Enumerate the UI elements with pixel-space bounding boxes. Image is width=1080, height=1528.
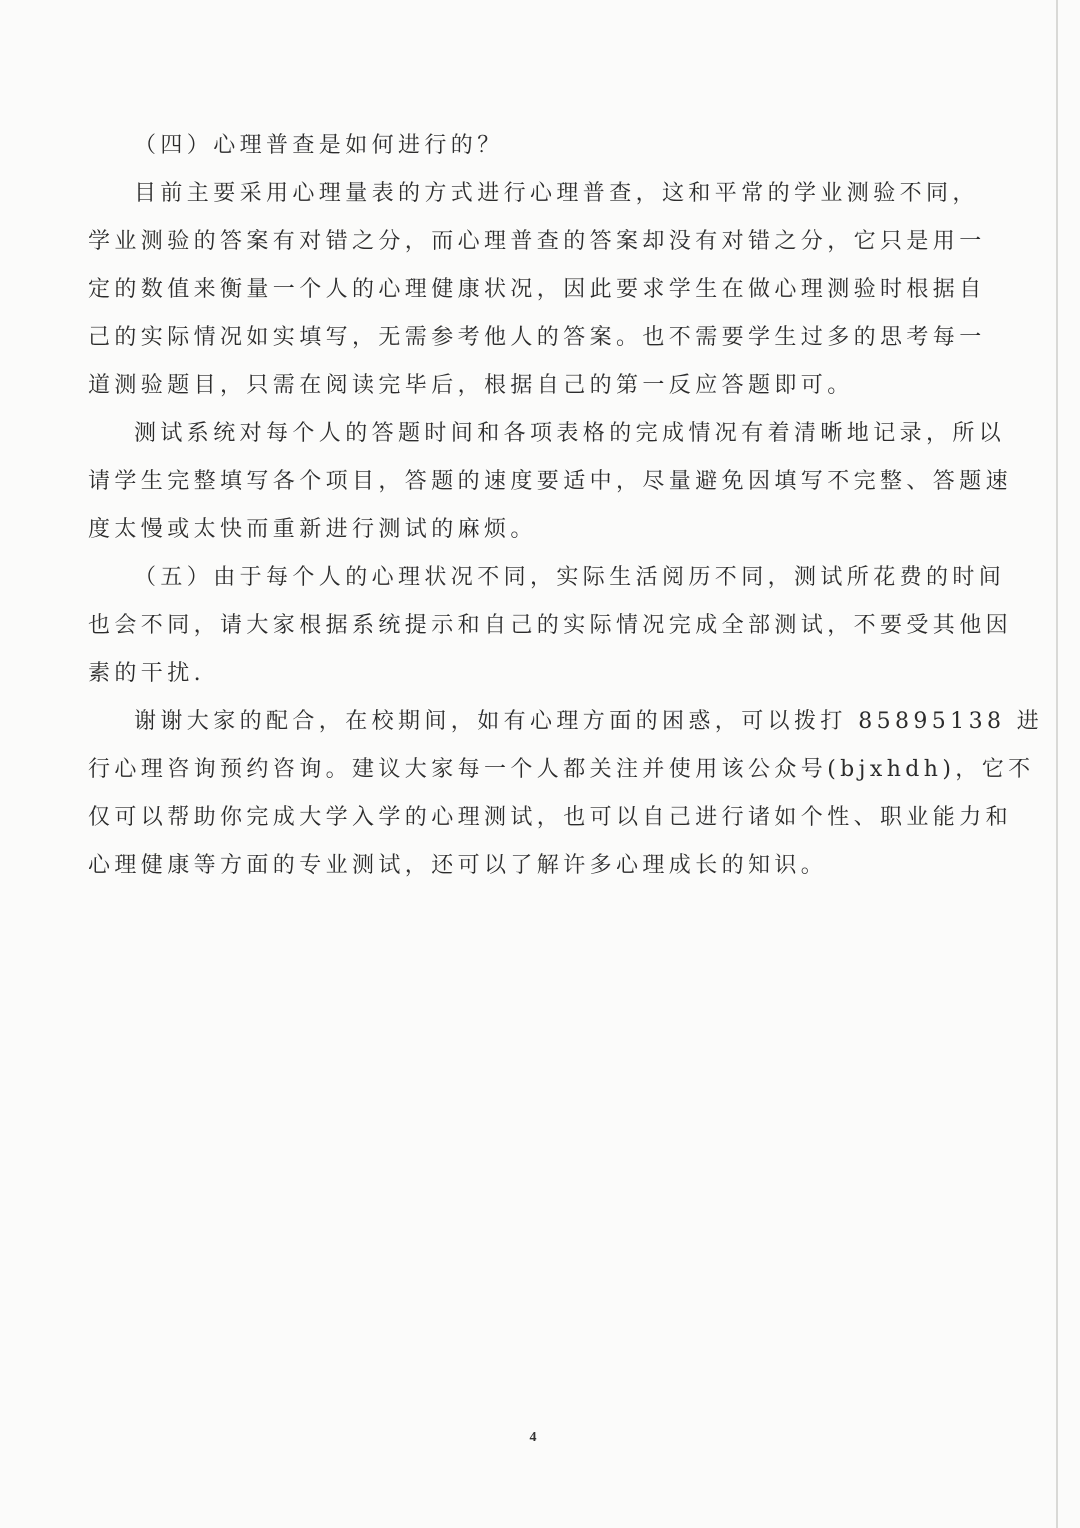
page-number: 4: [529, 1430, 537, 1445]
paragraph-1-line: 学业测验的答案有对错之分，而心理普查的答案却没有对错之分，它只是用一: [88, 229, 986, 254]
section-4-heading: （四）心理普查是如何进行的？: [134, 133, 504, 158]
closing-line: 仅可以帮助你完成大学入学的心理测试，也可以自己进行诸如个性、职业能力和: [88, 805, 1013, 830]
section-5-line: （五）由于每个人的心理状况不同，实际生活阅历不同，测试所花费的时间: [134, 565, 1006, 590]
paragraph-2-line: 度太慢或太快而重新进行测试的麻烦。: [88, 517, 537, 542]
paragraph-1-line: 定的数值来衡量一个人的心理健康状况，因此要求学生在做心理测验时根据自: [88, 277, 986, 302]
paragraph-1-line: 己的实际情况如实填写，无需参考他人的答案。也不需要学生过多的思考每一: [88, 325, 986, 350]
closing-line: 行心理咨询预约咨询。建议大家每一个人都关注并使用该公众号(bjxhdh)，它不: [88, 757, 1035, 782]
section-5-line: 素的干扰.: [88, 661, 205, 686]
document-body: [88, 122, 1044, 890]
paragraph-2-line: 请学生完整填写各个项目，答题的速度要适中，尽量避免因填写不完整、答题速: [88, 469, 1013, 494]
paragraph-1-line: 道测验题目，只需在阅读完毕后，根据自己的第一反应答题即可。: [88, 373, 854, 398]
closing-line: 心理健康等方面的专业测试，还可以了解许多心理成长的知识。: [88, 853, 828, 878]
section-5-line: 也会不同，请大家根据系统提示和自己的实际情况完成全部测试，不要受其他因: [88, 613, 1013, 638]
paragraph-2-line: 测试系统对每个人的答题时间和各项表格的完成情况有着清晰地记录，所以: [134, 421, 1006, 446]
scan-edge-line: [1056, 0, 1058, 1528]
paragraph-1-line: 目前主要采用心理量表的方式进行心理普查，这和平常的学业测验不同，: [134, 181, 979, 206]
closing-line: 谢谢大家的配合，在校期间，如有心理方面的困惑，可以拨打 85895138 进: [134, 709, 1044, 734]
